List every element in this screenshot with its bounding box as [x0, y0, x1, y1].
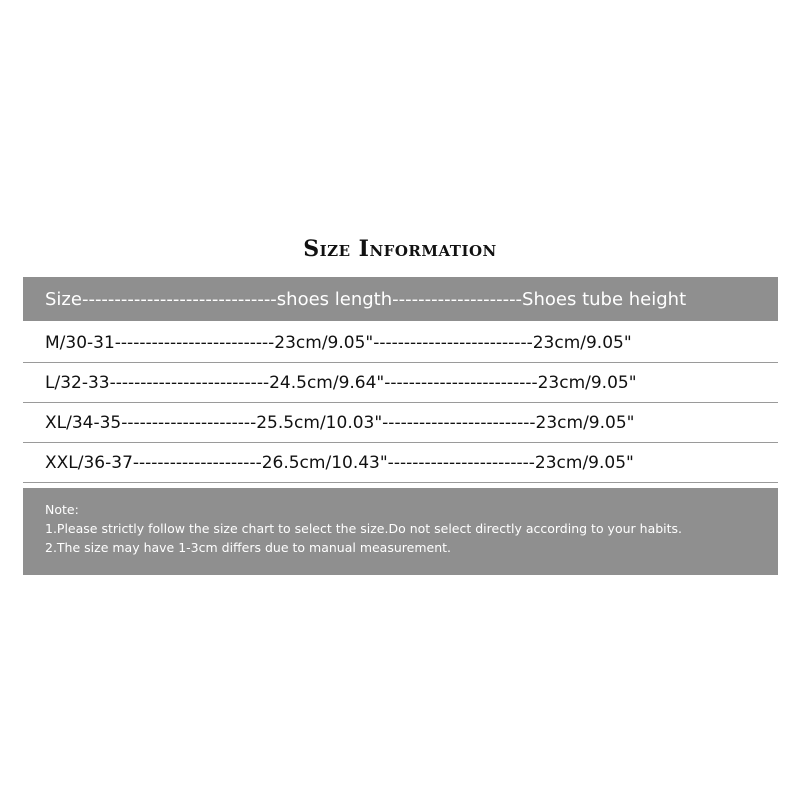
- size-table: [23, 277, 778, 483]
- table-row-xl: XL/34-35----------------------25.5cm/10.03"-------------------------23cm/9.05": [23, 403, 778, 443]
- note-box: [23, 488, 778, 575]
- table-row-xxl: XXL/36-37---------------------26.5cm/10.43"------------------------23cm/9.05": [23, 443, 778, 483]
- note-line-2: 2.The size may have 1-3cm differs due to manual measurement.: [45, 540, 451, 555]
- page-title: Size Information: [303, 236, 497, 262]
- table-header: Size------------------------------shoes length--------------------Shoes tube height: [23, 277, 778, 321]
- note-heading: Note:: [45, 502, 79, 517]
- table-row-l: L/32-33--------------------------24.5cm/9.64"-------------------------23cm/9.05": [23, 363, 778, 403]
- table-row-m: M/30-31--------------------------23cm/9.05"--------------------------23cm/9.05": [23, 323, 778, 363]
- note-line-1: 1.Please strictly follow the size chart to select the size.Do not select directly according to your habits.: [45, 521, 683, 536]
